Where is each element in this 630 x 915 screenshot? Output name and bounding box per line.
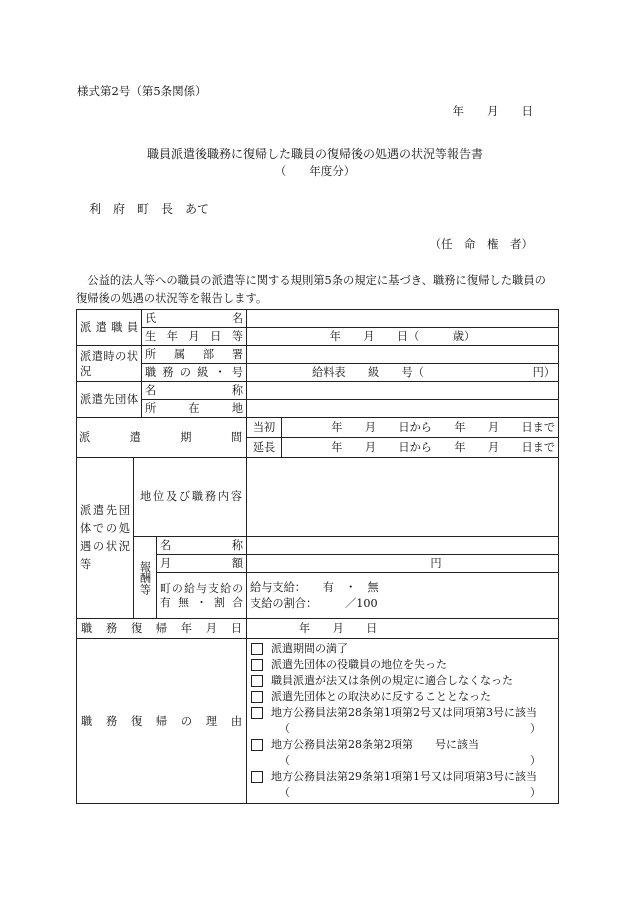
fiscal-year: （ 年度分）: [274, 164, 356, 178]
reason-item[interactable]: 派遣先団体との取決めに反することとなった: [250, 689, 555, 705]
status-at-dispatch-label: 派遣時の状況: [77, 346, 142, 382]
table-row: [77, 619, 559, 639]
table-row: [77, 458, 559, 537]
form-number: 様式第2号（第5条関係）: [77, 84, 207, 98]
position-field[interactable]: [247, 458, 559, 537]
checkbox-icon[interactable]: [251, 707, 263, 719]
department-field[interactable]: [247, 346, 559, 364]
extension-period-field[interactable]: 年 月 日から 年 月 日まで: [282, 438, 559, 458]
table-row: [77, 400, 559, 418]
report-date: 年 月 日: [452, 104, 533, 118]
remuneration-name-label: 名称: [157, 537, 247, 555]
dispatched-employee-label: 派遣職員: [77, 310, 142, 346]
org-name-field[interactable]: [247, 382, 559, 400]
checkbox-icon[interactable]: [251, 659, 263, 671]
reason-item[interactable]: 派遣期間の満了: [250, 641, 555, 657]
reason-item[interactable]: 職員派遣が法又は条例の規定に適合しなくなった: [250, 673, 555, 689]
table-row: [77, 346, 559, 364]
reason-item[interactable]: 派遣先団体の役職員の地位を失った: [250, 657, 555, 673]
appointing-authority: （任 命 権 者）: [429, 237, 533, 251]
document-title: 職員派遣後職務に復帰した職員の復帰後の処遇の状況等報告書: [146, 147, 483, 161]
addressee: 利 府 町 長 あて: [89, 202, 210, 216]
grade-yen: 円）: [532, 366, 556, 379]
return-reason-checklist: [247, 639, 559, 804]
remuneration-name-field[interactable]: [247, 537, 559, 555]
table-row: [77, 537, 559, 555]
treatment-label: 派遣先団体での処遇の状況等: [77, 458, 134, 619]
reason-item[interactable]: 地方公務員法第28条第2項第 号に該当: [250, 737, 555, 753]
name-label: 氏名: [142, 310, 247, 328]
dispatch-period-label: 派遣期間: [77, 418, 247, 458]
org-address-label: 所在地: [142, 400, 247, 418]
grade-field[interactable]: [247, 364, 559, 382]
table-row: [77, 418, 559, 438]
dispatch-org-label: 派遣先団体: [77, 382, 142, 418]
checkbox-icon[interactable]: [251, 675, 263, 687]
checkbox-icon[interactable]: [251, 643, 263, 655]
reason-detail-field[interactable]: （ ）: [279, 786, 542, 799]
reason-detail-field[interactable]: （ ）: [279, 722, 542, 735]
table-row: [77, 310, 559, 328]
payment-ratio-text: 支給の割合： ／100: [250, 596, 378, 610]
town-salary-field[interactable]: [247, 573, 559, 619]
checkbox-icon[interactable]: [251, 739, 263, 751]
table-row: [77, 382, 559, 400]
org-address-field[interactable]: [247, 400, 559, 418]
reason-detail-field[interactable]: （ ）: [279, 754, 542, 767]
return-reason-label: 職務復帰の理由: [77, 639, 247, 804]
name-field[interactable]: [247, 310, 559, 328]
town-salary-label: 町の給与支給の有無・割合: [157, 573, 247, 619]
reason-item[interactable]: 地方公務員法第28条第1項第2号又は同項第3号に該当: [250, 705, 555, 721]
initial-period-field[interactable]: 年 月 日から 年 月 日まで: [282, 418, 559, 438]
monthly-amount-label: 月額: [157, 555, 247, 573]
birthdate-field[interactable]: 年 月 日（ 歳）: [247, 328, 559, 346]
reason-item[interactable]: 地方公務員法第29条第1項第1号又は同項第3号に該当: [250, 769, 555, 785]
checkbox-icon[interactable]: [251, 691, 263, 703]
monthly-amount-field[interactable]: 円: [247, 555, 559, 573]
grade-label: 職務の級・号: [142, 364, 247, 382]
table-row: [77, 328, 559, 346]
grade-value: 給料表 級 号（: [312, 366, 424, 379]
salary-payment-text: 給与支給： 有 ・ 無: [250, 580, 379, 594]
body-text: 公益的法人等への職員の派遣等に関する規則第5条の規定に基づき、職務に復帰した職員の復帰後の処遇の状況等を報告します。: [76, 274, 546, 305]
initial-label: 当初: [247, 418, 282, 438]
extension-label: 延長: [247, 438, 282, 458]
report-table: [76, 309, 559, 804]
return-date-field[interactable]: 年 月 日: [247, 619, 559, 639]
remuneration-label: 報酬等: [134, 537, 157, 619]
checkbox-icon[interactable]: [251, 771, 263, 783]
return-date-label: 職務復帰年月日: [77, 619, 247, 639]
org-name-label: 名称: [142, 382, 247, 400]
department-label: 所属部署: [142, 346, 247, 364]
table-row: [77, 364, 559, 382]
table-row: [77, 639, 559, 804]
position-label: 地位及び職務内容: [134, 458, 247, 537]
birthdate-label: 生年月日等: [142, 328, 247, 346]
